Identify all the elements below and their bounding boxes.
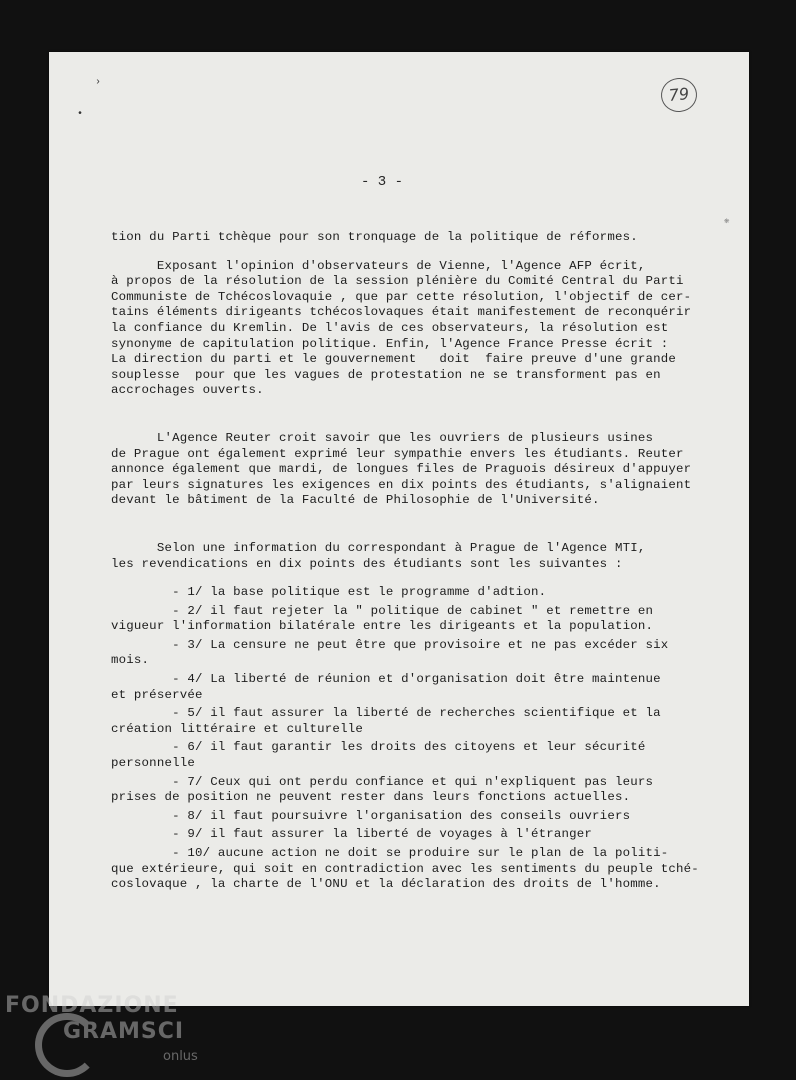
demand-item-line: - 3/ La censure ne peut être que provisoire et ne pas excéder six [111,637,669,652]
demand-item-line: coslovaque , la charte de l'ONU et la déclaration des droits de l'homme. [111,877,661,892]
demand-item-line: que extérieure, qui soit en contradiction avec les sentiments du peuple tché- [111,861,699,876]
demand-item-line: - 2/ il faut rejeter la " politique de cabinet " et remettre en [111,603,654,618]
margin-mark: • [77,109,84,120]
demand-item-line: - 10/ aucune action ne doit se produire sur le plan de la politi- [111,846,669,860]
paragraph-line: Selon une information du correspondant à Prague de l'Agence MTI, [111,540,646,555]
demand-item-line: personnelle [111,756,195,771]
paragraph-line: devant le bâtiment de la Faculté de Philosophie de l'Université. [111,493,600,508]
paragraph-line: tains éléments dirigeants tchécoslovaques était manifestement de reconquérir [111,305,692,320]
paragraph-line: souplesse pour que les vagues de protestation ne se transforment pas en [111,367,661,382]
paragraph-line: par leurs signatures les exigences en dix points des étudiants, s'alignaient [111,477,692,492]
demand-item-line: - 4/ La liberté de réunion et d'organisation doit être maintenue [111,672,661,687]
paper-mark: ❋ [724,216,730,226]
demand-item-line: - 1/ la base politique est le programme d'adtion. [111,585,547,600]
demand-item-line: - 5/ il faut assurer la liberté de recherches scientifique et la [111,706,661,721]
paragraph-line: la confiance du Kremlin. De l'avis de ces observateurs, la résolution est [111,320,669,335]
margin-mark: › [95,77,102,88]
paragraph-line: à propos de la résolution de la session plénière du Comité Central du Parti [111,274,684,289]
paragraph-line: de Prague ont également exprimé leur sympathie envers les étudiants. Reuter [111,446,684,461]
demand-item-line: vigueur l'information bilatérale entre les dirigeants et la population. [111,619,654,634]
demand-item-line: création littéraire et culturelle [111,721,363,736]
watermark-line-1: FONDAZIONE [5,993,179,1018]
paragraph-line: les revendications en dix points des étudiants sont les suivantes : [111,556,623,571]
watermark-line-3: onlus [163,1049,198,1064]
document-page [49,52,749,1006]
demand-item-line: - 6/ il faut garantir les droits des citoyens et leur sécurité [111,740,646,755]
demand-item-line: mois. [111,653,150,668]
page-number: - 3 - [361,174,404,190]
watermark-line-2: GRAMSCI [63,1019,185,1044]
paragraph-line: accrochages ouverts. [111,383,264,398]
paragraph-line: synonyme de capitulation politique. Enfin, l'Agence France Presse écrit : [111,336,669,351]
paragraph-line: La direction du parti et le gouvernement doit faire preuve d'une grande [111,352,677,367]
paragraph-line: annonce également que mardi, de longues files de Praguois désireux d'appuyer [111,462,692,477]
folio-stamp: 79 [659,76,698,114]
demand-item-line: et préservée [111,687,203,702]
paragraph-line: Exposant l'opinion d'observateurs de Vienne, l'Agence AFP écrit, [111,258,646,273]
paragraph-line: L'Agence Reuter croit savoir que les ouvriers de plusieurs usines [111,430,654,445]
paragraph-line: tion du Parti tchèque pour son tronquage de la politique de réformes. [111,230,638,244]
demand-item-line: prises de position ne peuvent rester dans leurs fonctions actuelles. [111,790,631,805]
letter-body [111,230,711,893]
paragraph-line: Communiste de Tchécoslovaquie , que par cette résolution, l'objectif de cer- [111,289,692,304]
demand-item-line: - 7/ Ceux qui ont perdu confiance et qui n'expliquent pas leurs [111,774,654,789]
demand-item-line: - 8/ il faut poursuivre l'organisation des conseils ouvriers [111,808,631,823]
demand-item-line: - 9/ il faut assurer la liberté de voyages à l'étranger [111,827,593,842]
